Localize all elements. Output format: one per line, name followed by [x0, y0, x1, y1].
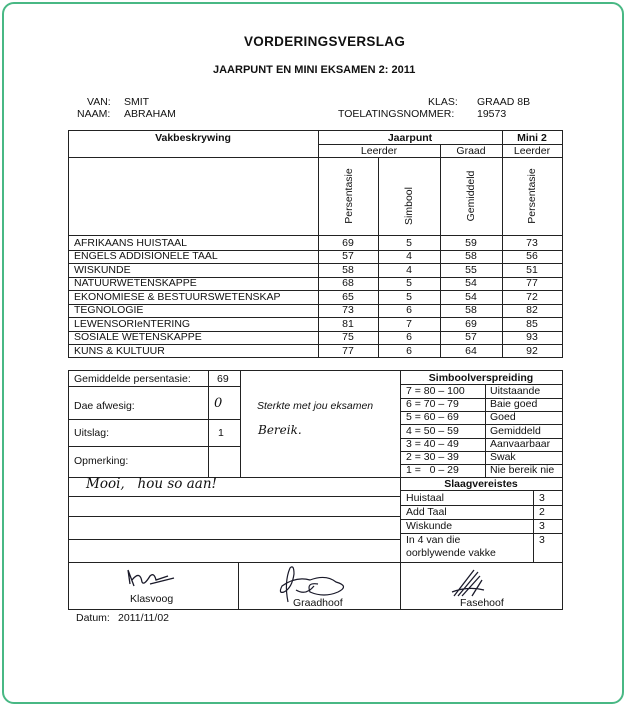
opmerking-label: Opmerking: — [74, 455, 129, 467]
col-vakbeskrywing: Vakbeskrywing — [155, 132, 231, 144]
handwritten-comment: Mooi, hou so aan! — [86, 476, 217, 492]
subject-percentage: 58 — [342, 263, 354, 276]
subject-percentage: 57 — [342, 250, 354, 262]
klasvoog-signature — [120, 566, 180, 590]
subject-grade-average: 58 — [465, 304, 477, 316]
simbool-range: 7 = 80 – 100 — [406, 385, 465, 397]
subject-percentage: 68 — [342, 277, 354, 289]
subject-mini-percentage: 85 — [526, 317, 538, 330]
naam-label: NAAM: — [77, 108, 111, 120]
subject-mini-percentage: 51 — [526, 263, 538, 276]
subject-symbol: 6 — [406, 344, 412, 357]
subject-symbol: 4 — [406, 250, 412, 262]
simbool-label: Swak — [490, 451, 516, 463]
fasehoof-signature — [448, 566, 492, 600]
col-mini2: Mini 2 — [517, 132, 547, 144]
subject-grade-average: 57 — [465, 331, 477, 343]
subject-symbol: 4 — [406, 263, 412, 276]
toelating-label: TOELATINGSNOMMER: — [338, 108, 455, 120]
vhead-persentasie-mini: Persentasie — [526, 168, 538, 224]
slaag-value: 3 — [539, 534, 545, 546]
graadhoof-label: Graadhoof — [293, 597, 343, 609]
datum-label: Datum: — [76, 612, 110, 624]
subject-percentage: 69 — [342, 236, 354, 249]
subject-percentage: 75 — [342, 331, 354, 343]
simbool-label: Baie goed — [490, 398, 538, 411]
subject-symbol: 5 — [406, 277, 412, 289]
subject-mini-percentage: 56 — [526, 250, 538, 262]
uitslag-label: Uitslag: — [74, 427, 110, 439]
simbool-range: 1 = 0 – 29 — [406, 464, 459, 477]
van-value: SMIT — [124, 96, 150, 108]
simbool-label: Gemiddeld — [490, 424, 541, 437]
subject-mini-percentage: 82 — [526, 304, 538, 316]
slaag-value: 2 — [539, 506, 545, 518]
toelating-value: 19573 — [477, 108, 507, 120]
printed-note: Sterkte met jou eksamen — [257, 400, 374, 412]
simbool-range: 3 = 40 – 49 — [406, 437, 459, 450]
slaag-value: 3 — [539, 492, 545, 504]
van-label: VAN: — [87, 96, 111, 108]
naam-value: ABRAHAM — [124, 108, 176, 120]
subject-grade-average: 64 — [465, 344, 477, 357]
simbool-label: Nie bereik nie — [490, 464, 555, 477]
handwritten-note: Bereik. — [258, 423, 302, 437]
vhead-simbool: Simbool — [403, 187, 415, 225]
vhead-persentasie: Persentasie — [343, 168, 355, 224]
subject-percentage: 81 — [342, 317, 354, 330]
subject-symbol: 5 — [406, 290, 412, 303]
subject-mini-percentage: 93 — [526, 331, 538, 343]
sub-leerder-mini: Leerder — [513, 145, 551, 157]
subject-grade-average: 59 — [465, 236, 477, 249]
subject-name: NATUURWETENSKAPPE — [74, 277, 197, 289]
col-jaarpunt: Jaarpunt — [387, 132, 433, 144]
subject-symbol: 7 — [406, 317, 412, 330]
slaag-label: Wiskunde — [406, 520, 453, 532]
gem-label: Gemiddelde persentasie: — [74, 373, 191, 385]
subject-grade-average: 58 — [465, 250, 477, 262]
subject-symbol: 6 — [406, 331, 412, 343]
subject-name: KUNS & KULTUUR — [74, 344, 165, 357]
fasehoof-label: Fasehoof — [460, 597, 504, 609]
simbool-range: 2 = 30 – 39 — [406, 451, 459, 463]
subject-mini-percentage: 72 — [526, 290, 538, 303]
subject-mini-percentage: 73 — [526, 236, 538, 249]
subject-name: EKONOMIESE & BESTUURSWETENSKAP — [74, 290, 281, 303]
slaag-value: 3 — [539, 520, 545, 532]
simbool-label: Goed — [490, 411, 516, 424]
subject-symbol: 6 — [406, 304, 412, 316]
gem-value: 69 — [217, 373, 229, 385]
slaag-label: Add Taal — [406, 506, 447, 518]
sub-graad: Graad — [456, 145, 486, 157]
slaag-label: Huistaal — [406, 492, 444, 504]
afwesig-label: Dae afwesig: — [74, 400, 135, 412]
subject-grade-average: 54 — [465, 277, 477, 289]
subject-percentage: 73 — [342, 304, 354, 316]
klas-value: GRAAD 8B — [477, 96, 531, 108]
subject-mini-percentage: 92 — [526, 344, 538, 357]
report-subtitle: JAARPUNT EN MINI EKSAMEN 2: 2011 — [213, 64, 416, 76]
subject-grade-average: 54 — [465, 290, 477, 303]
report-title: VORDERINGSVERSLAG — [244, 34, 406, 49]
datum-value: 2011/11/02 — [118, 612, 169, 624]
klas-label: KLAS: — [428, 96, 458, 108]
simbool-range: 5 = 60 – 69 — [406, 411, 459, 424]
subject-name: TEGNOLOGIE — [74, 304, 144, 316]
klasvoog-label: Klasvoog — [130, 593, 174, 605]
slaag-label: In 4 van die — [406, 534, 461, 546]
subject-grade-average: 55 — [465, 263, 477, 276]
uitslag-value: 1 — [218, 427, 224, 439]
slaag-label-line2: oorblywende vakke — [406, 547, 496, 559]
simbool-label: Aanvaarbaar — [490, 437, 551, 450]
simbool-range: 4 = 50 – 59 — [406, 424, 459, 437]
subject-percentage: 65 — [342, 290, 354, 303]
subject-name: LEWENSORIeNTERING — [74, 317, 191, 330]
slaag-title: Slaagvereistes — [444, 478, 518, 490]
afwesig-value: 0 — [214, 396, 223, 411]
subject-name: ENGELS ADDISIONELE TAAL — [74, 250, 218, 262]
subject-percentage: 77 — [342, 344, 354, 357]
vhead-gemiddeld: Gemiddeld — [465, 170, 477, 222]
subject-grade-average: 69 — [465, 317, 477, 330]
sub-leerder: Leerder — [360, 145, 398, 157]
subject-name: SOSIALE WETENSKAPPE — [74, 331, 202, 343]
subject-mini-percentage: 77 — [526, 277, 538, 289]
simbool-title: Simboolverspreiding — [428, 372, 534, 384]
subject-name: AFRIKAANS HUISTAAL — [74, 236, 187, 249]
subject-symbol: 5 — [406, 236, 412, 249]
subject-name: WISKUNDE — [74, 263, 131, 276]
simbool-range: 6 = 70 – 79 — [406, 398, 459, 411]
simbool-label: Uitstaande — [490, 385, 541, 397]
